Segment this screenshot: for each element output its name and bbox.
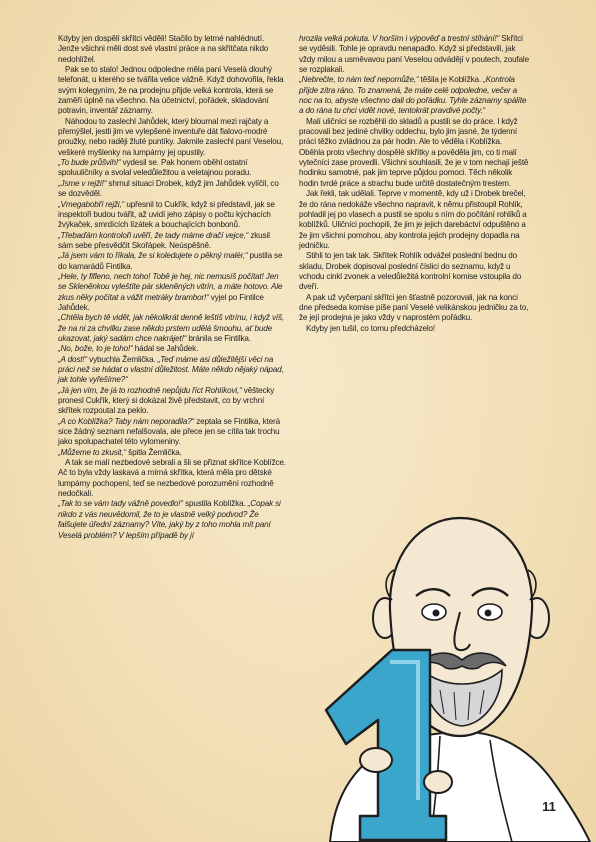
left-text-column	[58, 34, 286, 541]
dialogue-speech: „Můžeme to zkusit,“	[58, 447, 127, 457]
paragraph: A pak už vyčerpaní skřítci jen šťastně pozorovali, jak na konci dne předseda komise píše paní Veselé velikánskou jedničku za to, že její prodejna je jako vždy v naprostém pořádku.	[299, 292, 529, 323]
dialogue-narration: bránila se Fintilka.	[186, 333, 251, 343]
hand	[424, 771, 452, 793]
paragraph: Jak řekli, tak udělali. Teprve v momentě, kdy už i Drobek brečel, že do rána nedokáže všechno napravit, k němu přistoupil Rohlík, pohladil jej po vlasech a pustil se spolu s ním do počítání rohlíků a koblížků. Uličníci pochopili, že jim je jejich darebáctví odpuštěno a že jim všichni pomohou, aby kontrola jejich prodejny dopadla na jedničku.	[299, 189, 527, 250]
paragraph: Stihli to jen tak tak. Skřítek Rohlík odvážel poslední bednu do skladu, Drobek dopisoval poslední číslici do seznamu, když u vchodu cinkl zvonek a veledůležitá kontrolní komise vstoupila do dveří.	[299, 251, 522, 292]
hand	[360, 748, 392, 772]
dialogue-speech: „Hele, ty fiflenо, nech toho! Tobě je hej, nic nemusíš počítat! Jen se Skleněnkou vyleštíte pár skleněných vitrín, a máte hotovo. Ale zkus něky počítat a vážit metráky brambor!“	[58, 271, 283, 302]
dialogue-speech: „No, bože, to je toho!“	[58, 344, 133, 354]
page-number: 11	[542, 799, 556, 814]
dialogue-speech: „A dost!“	[58, 354, 88, 364]
dialogue-paragraph	[58, 499, 286, 540]
paragraph: Kdyby jen tušil, co tomu předcházelo!	[306, 323, 436, 333]
dialogue-narration: shrnul situaci Drobek, když jim Jahůdek vylíčil, co se dozvěděl.	[58, 178, 279, 199]
dialogue-narration: vyjel po Fintilce Jahůdek.	[58, 292, 264, 312]
dialogue-speech: „Kontrola přijde zítra ráno. To znamená, že máte celé odpoledne, večer a noc na to, abyste všechno dali do pořádku. Tyhle záznamy spálíte a do rána tu chci vidět nové, tentokrát pravdivé počty.“	[299, 75, 527, 116]
dialogue-narration: vybuchla Žemlička.	[87, 354, 158, 364]
old-man-holding-number-one-illustration	[290, 500, 596, 842]
dialogue-speech: „Vmegabobří rejži,“	[58, 199, 125, 209]
right-text-column	[299, 34, 529, 334]
dialogue-narration: těšila je Koblížka.	[418, 75, 484, 85]
dialogue-speech: „Nebrečte, to nám teď nepomůže,“	[299, 75, 419, 85]
dialogue-narration: hádal se Jahůdek.	[132, 344, 199, 354]
dialogue-narration: špitla Žemlička.	[126, 447, 182, 457]
dialogue-narration: Skřítci se vyděsili. Tohle je opravdu nenapadlo. Když si představili, jak vždy milou a usměvavou paní Veselou odvádějí v poutech, zoufale se rozplakali.	[299, 34, 529, 75]
dialogue-paragraph	[58, 158, 286, 179]
dialogue-speech: „Já jsem vám to říkala, že si koledujete o pěkný malér,“	[58, 251, 248, 261]
dialogue-paragraph	[58, 231, 286, 252]
dialogue-narration: věštecky pronesl Cukřík, který si dokázal živě představit, co by vrchní skřítek rozpoutal za peklo.	[58, 385, 275, 416]
dialogue-speech: „To bude průšvih!“	[58, 158, 121, 168]
dialogue-paragraph	[58, 448, 286, 458]
dialogue-speech: „Já jen vím, že já to rozhodně nepůjdu říct Rohlíkovi,“	[58, 385, 242, 395]
dialogue-paragraph	[299, 34, 529, 75]
dialogue-speech: „Jsme v rejži!“	[58, 178, 107, 188]
dialogue-speech: „Tak to se vám tady vážně povedlo!“	[58, 499, 183, 509]
dialogue-narration: spustila Koblížka.	[182, 499, 248, 509]
dialogue-speech: „Třebaďám kontroloři uvěří, že tady máme dračí vejce,“	[58, 230, 249, 240]
dialogue-paragraph	[58, 344, 286, 354]
paragraph: Náhodou to zaslechl Jahůdek, který bloumal mezi rajčaty a přemýšlel, jestli jim ve vylepšené inventuře dát fialovo-modré proužky, nebo raději žluté puntíky. Jakmile zaslechl paní Veselou, veškeré myšlenky na lumpárny jej opustily.	[58, 116, 284, 157]
paragraph: Malí uličníci se rozběhli do skladů a pustili se do práce. I když pracovali bez jediné chvilky oddechu, bylo jim jasné, že týdenní práci těžko zvládnou za pár hodin. Ale to věděla i Koblížka. Oběhla proto všechny dospělé skřítky a pověděla jim, co ti malí vytečníci zase provedli. Všichni souhlasili, že je v tom nechají ještě hodinku samotné, pak jim teprve půjdou pomoci. Těch několik hodin tvrdé práce a strachu bude určitě dostatečným trestem.	[299, 116, 529, 188]
dialogue-speech: „Teď máme asi důležitější věci na práci než se hádat o vlastní důležitost. Máte někdo nějaký nápad, jak tohle vyřešíme?“	[58, 354, 284, 385]
dialogue-speech: „A co Koblížka? Taby nám neporadila?“	[58, 416, 195, 426]
dialogue-paragraph	[58, 251, 286, 272]
dialogue-paragraph	[58, 179, 286, 200]
dialogue-paragraph	[299, 75, 529, 116]
dialogue-paragraph	[58, 386, 286, 417]
paragraph: Pak se to stalo! Jednou odpoledne měla paní Veselá dlouhý telefonát, u kterého se tvářila velice vážně. Když dohovořila, řekla svým kolegyním, že na prodejnu přijde velká kontrola, která se zaměří úplně na všechno. Na účetnictví, pořádek, skladování potravin, inventář záznamy.	[58, 65, 284, 116]
pupil	[485, 610, 492, 617]
dialogue-paragraph	[58, 417, 286, 448]
dialogue-narration: pustila se do kamarádů Fintilka.	[58, 251, 283, 271]
dialogue-paragraph	[58, 272, 286, 313]
dialogue-paragraph	[58, 355, 286, 386]
paragraph: A tak se malí nezbedové sebrali a šli se přiznat skřítce Koblížce. Ač to byla vždy laskavá a mírná skřítka, která měla pro dětské lumpárny pochopení, teď se nezbedové porozumění rozhodně nedočkali.	[58, 458, 286, 499]
paragraph: Kdyby jen dospělí skřítci věděli! Stačilo by letmé nahlédnutí. Jenže všichni měli dost své vlastní práce a na skřítčata nikdo nedohlížel.	[58, 34, 269, 64]
pupil	[433, 610, 440, 617]
dialogue-paragraph	[58, 313, 286, 344]
dialogue-speech: hrozila velká pokuta. V horším i výpověď a trestní stíhání!“	[299, 34, 500, 43]
dialogue-speech: „Copak si nikdo z vás neuvědomil, že to je vlastně velký podvod? Že falšujete úřední záznamy? Víte, jaký by z toho mohla mít paní Veselá problém? V lepším případě by jí	[58, 499, 281, 540]
dialogue-paragraph	[58, 200, 286, 231]
dialogue-narration: zkusil sám sebe přesvědčit Skořápek. Neúspěšně.	[58, 230, 270, 250]
dialogue-narration: vydesil se. Pak honem oběhl ostatní spoluuličníky a svolal veledůležitou a veletajnou poradu.	[58, 158, 252, 178]
dialogue-narration: zeptala se Fintilka, která sice žádný seznam nefalšovala, ale přece jen se cítila tak trochu jako spolupachatel této vylomeniny.	[58, 416, 280, 447]
dialogue-speech: „Chtěla bych tě vidět, jak několikrát denně leštíš vitrínu, i když víš, že na ni za chvilku zase někdo prstem udělá šmouhu, ať bude ukazovat, jaký sadám chce nakrájet!“	[58, 313, 284, 343]
dialogue-narration: upřesnil to Cukřík, když si představil, jak se inspektoři budou tvářit, až uvidí jeho zápisy o počtu kýchacích žvýkaček, smrdících lízátek a bouchajících bonbonů.	[58, 199, 275, 230]
